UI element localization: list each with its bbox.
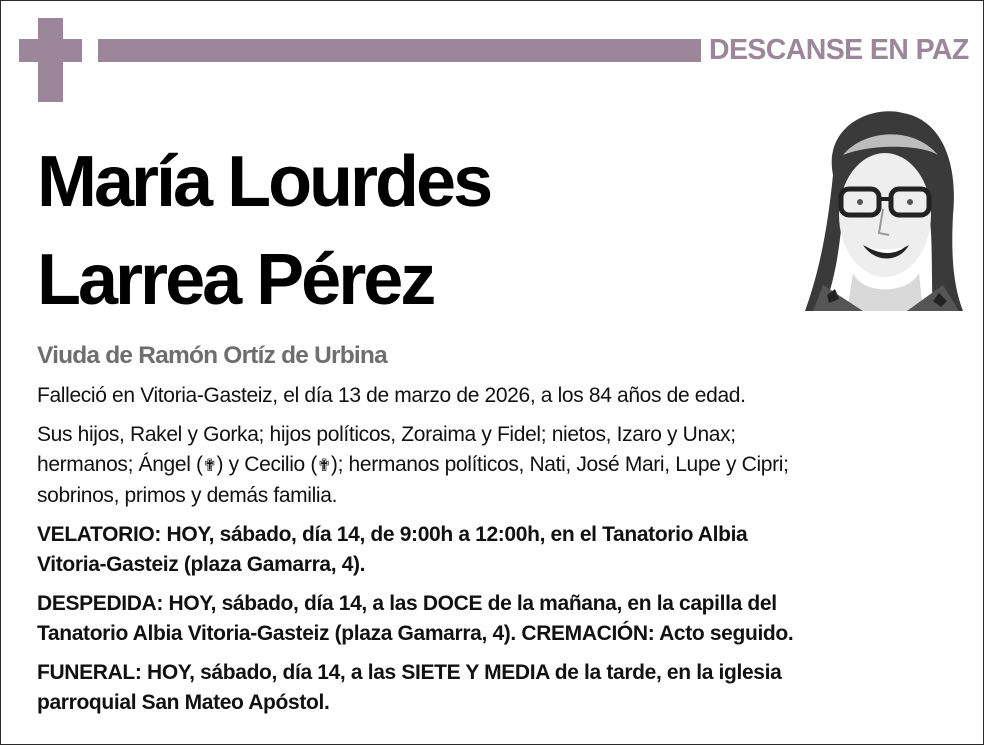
velatorio-line1: VELATORIO: HOY, sábado, día 14, de 9:00h a 12:00h, en el Tanatorio Albia	[37, 523, 748, 546]
deceased-cross-icon: ✟	[202, 456, 217, 475]
latin-cross-icon-arm	[19, 39, 82, 62]
header-rule	[98, 39, 701, 62]
family-line2-part2: ) y Cecilio (	[216, 453, 318, 476]
despedida-line2: Tanatorio Albia Vitoria-Gasteiz (plaza Gamarra, 4). CREMACIÓN: Acto seguido.	[37, 622, 794, 645]
deceased-name-line2: Larrea Pérez	[37, 240, 434, 320]
velatorio-notice	[37, 520, 967, 580]
despedida-line1: DESPEDIDA: HOY, sábado, día 14, a las DOCE de la mañana, en la capilla del	[37, 592, 777, 615]
portrait-photo	[803, 105, 967, 311]
despedida-notice	[37, 589, 967, 649]
death-notice: Falleció en Vitoria-Gasteiz, el día 13 de marzo de 2026, a los 84 años de edad.	[37, 384, 746, 407]
deceased-name	[37, 133, 490, 329]
family-line2-part3: ); hermanos políticos, Nati, José Mari, Lupe y Cipri;	[330, 453, 789, 476]
header-label: DESCANSE EN PAZ	[709, 34, 969, 66]
funeral-line1: FUNERAL: HOY, sábado, día 14, a las SIETE Y MEDIA de la tarde, en la iglesia	[37, 661, 782, 684]
velatorio-line2: Vitoria-Gasteiz (plaza Gamarra, 4).	[37, 553, 366, 576]
family-line2-part1: hermanos; Ángel (	[37, 453, 203, 476]
family-line1: Sus hijos, Rakel y Gorka; hijos políticos, Zoraima y Fidel; nietos, Izaro y Unax;	[37, 423, 736, 446]
deceased-cross-icon: ✟	[317, 456, 331, 475]
deceased-name-line1: María Lourdes	[37, 142, 491, 222]
widow-of-subtitle: Viuda de Ramón Ortíz de Urbina	[37, 342, 387, 369]
family-line3: sobrinos, primos y demás familia.	[37, 484, 338, 507]
funeral-line2: parroquial San Mateo Apóstol.	[37, 691, 330, 714]
funeral-notice	[37, 658, 967, 718]
obituary-body	[37, 381, 967, 727]
family-list	[37, 420, 967, 511]
